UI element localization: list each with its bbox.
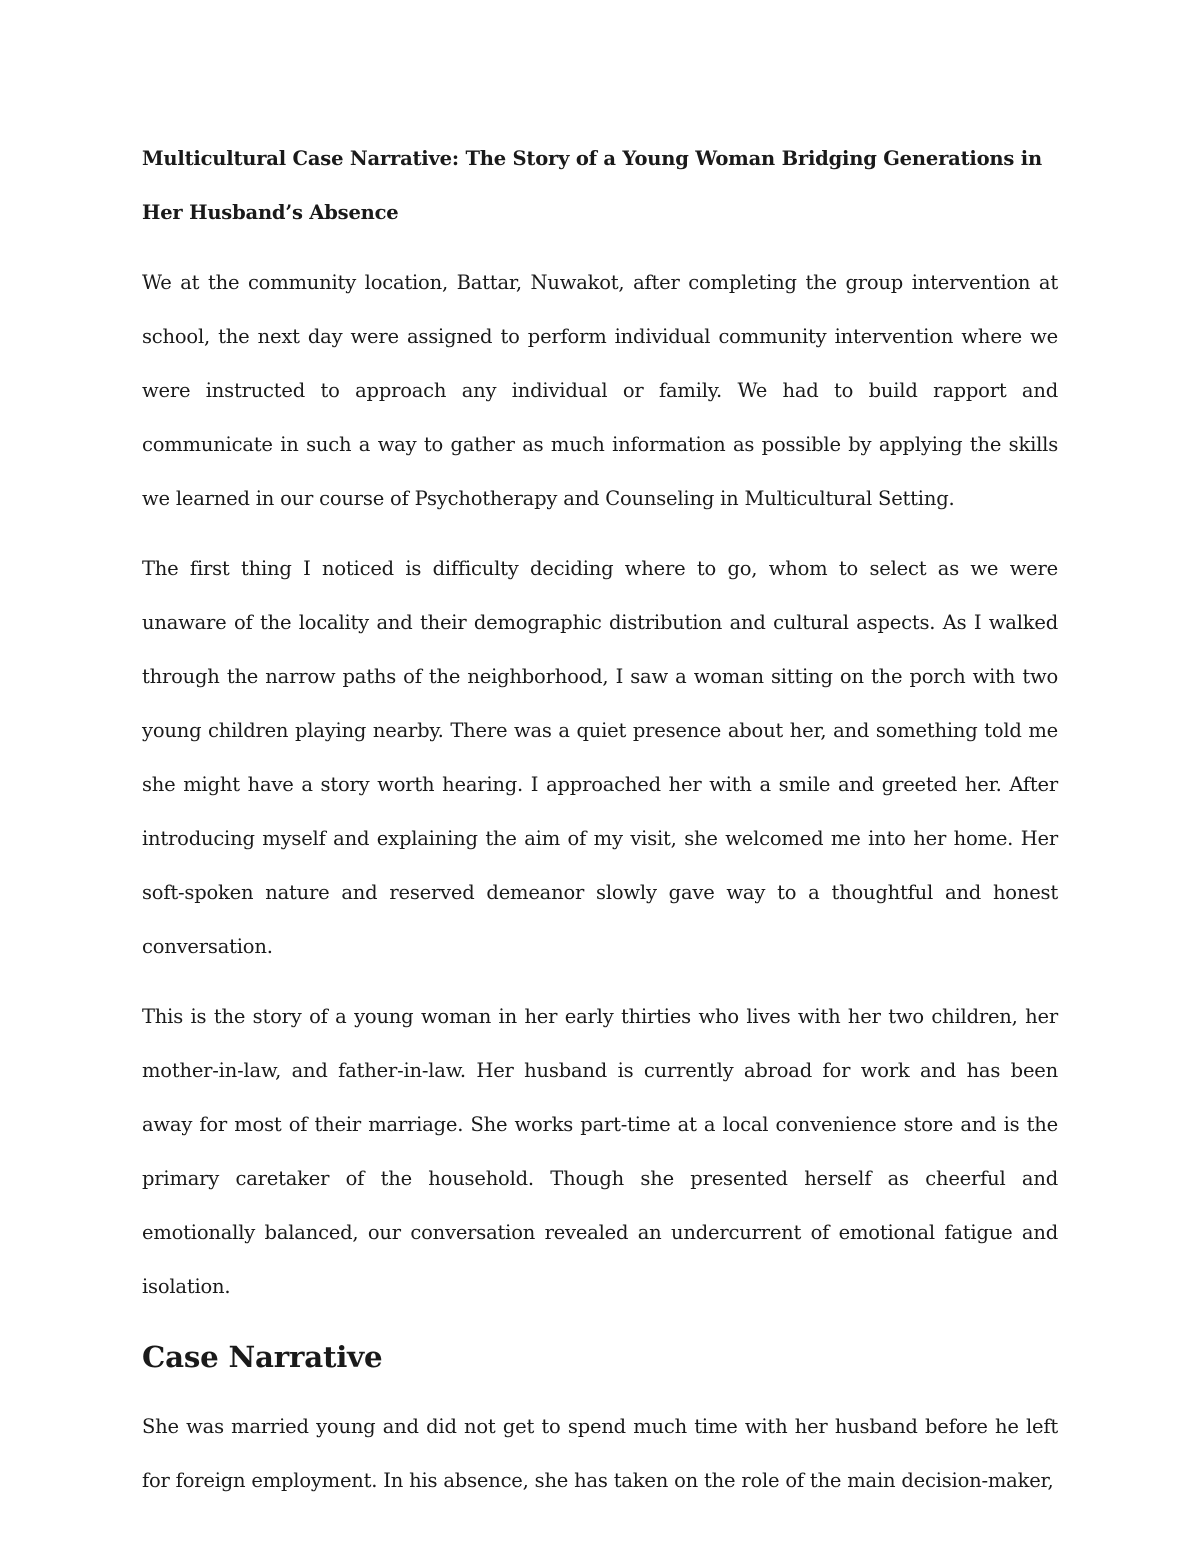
paragraph-client-background: This is the story of a young woman in her early thirties who lives with her two children, her mother-in-law, and father-in-law. Her husband is currently abroad for work and has been away for most of their marriage. She works part-time at a local convenience store and is the primary caretaker of the household. Though she presented herself as cheerful and emotionally balanced, our conversation revealed an undercurrent of emotional fatigue and isolation. bbox=[142, 1005, 1058, 1298]
section-heading-case-narrative: Case Narrative bbox=[142, 1340, 383, 1374]
paragraph-first-impression: The first thing I noticed is difficulty deciding where to go, whom to select as we were unaware of the locality and their demographic distribution and cultural aspects. As I walked through the narrow paths of the neighborhood, I saw a woman sitting on the porch with two young children playing nearby. There was a quiet presence about her, and something told me she might have a story worth hearing. I approached her with a smile and greeted her. After introducing myself and explaining the aim of my visit, she welcomed me into her home. Her soft-spoken nature and reserved demeanor slowly gave way to a thoughtful and honest conversation. bbox=[142, 557, 1058, 958]
document-body bbox=[142, 132, 1058, 1508]
paragraph-case-narrative: She was married young and did not get to spend much time with her husband before he left for foreign employment. In his absence, she has taken on the role of the main decision-maker, bbox=[142, 1415, 1058, 1492]
document-title: Multicultural Case Narrative: The Story of a Young Woman Bridging Generations in Her Husband’s Absence bbox=[142, 147, 1042, 224]
paragraph-intro: We at the community location, Battar, Nuwakot, after completing the group intervention at school, the next day were assigned to perform individual community intervention where we were instructed to approach any individual or family. We had to build rapport and communicate in such a way to gather as much information as possible by applying the skills we learned in our course of Psychotherapy and Counseling in Multicultural Setting. bbox=[142, 271, 1058, 510]
